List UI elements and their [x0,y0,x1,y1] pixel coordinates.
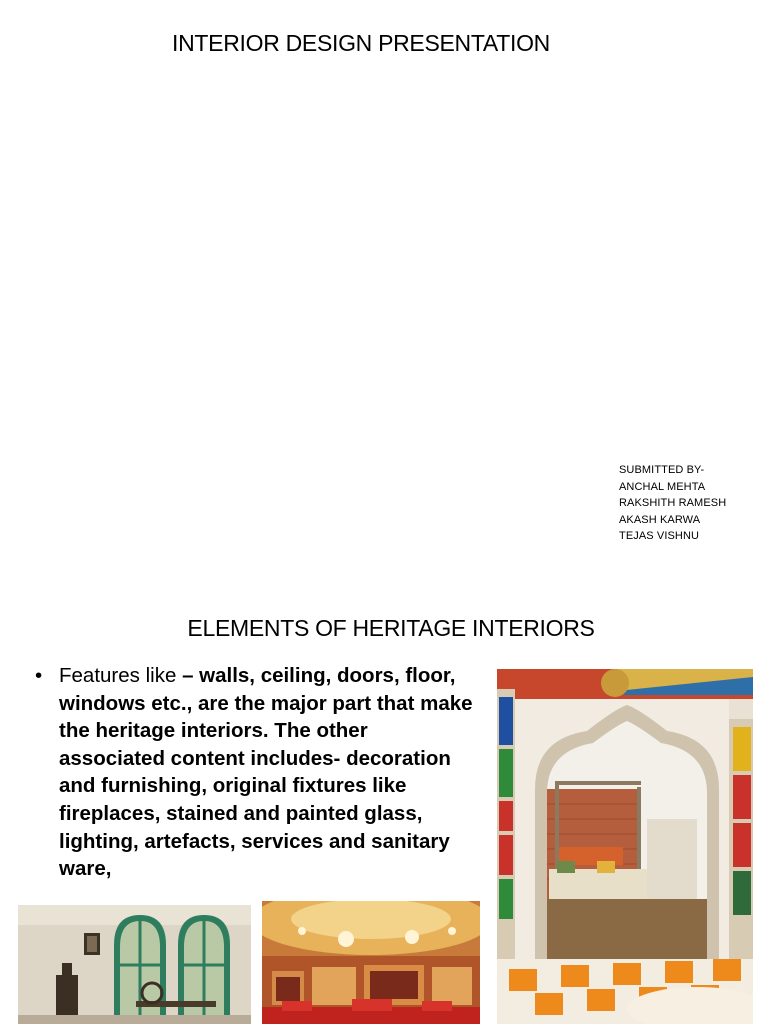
author-name: TEJAS VISHNU [619,530,700,543]
author-name: RAKSHITH RAMESH [619,497,727,510]
bullet-marker: • [35,664,43,687]
bullet-text [59,662,475,883]
bullet-lead-text: Features like [59,664,183,687]
bullet-point [35,662,475,883]
presentation-title: INTERIOR DESIGN PRESENTATION [172,30,550,56]
heritage-room-photo [18,905,251,1024]
heritage-bedroom-photo [497,669,753,1024]
author-name: AKASH KARWA [619,513,701,526]
ornate-hall-photo [262,901,480,1024]
bullet-bold-text: – walls, ceiling, doors, floor, windows etc., are the major part that make the heritage interiors. The other associated content includes- decoration and furnishing, original fixtures like fireplaces, stained and painted glass, lighting, artefacts, services and sanitary ware, [59,664,473,881]
heritage-elements-slide [0,576,768,1024]
submitted-by-label: SUBMITTED BY- [619,464,705,476]
submitted-by-block [619,462,726,545]
author-name: ANCHAL MEHTA [619,480,706,493]
slide-title: ELEMENTS OF HERITAGE INTERIORS [187,615,595,641]
